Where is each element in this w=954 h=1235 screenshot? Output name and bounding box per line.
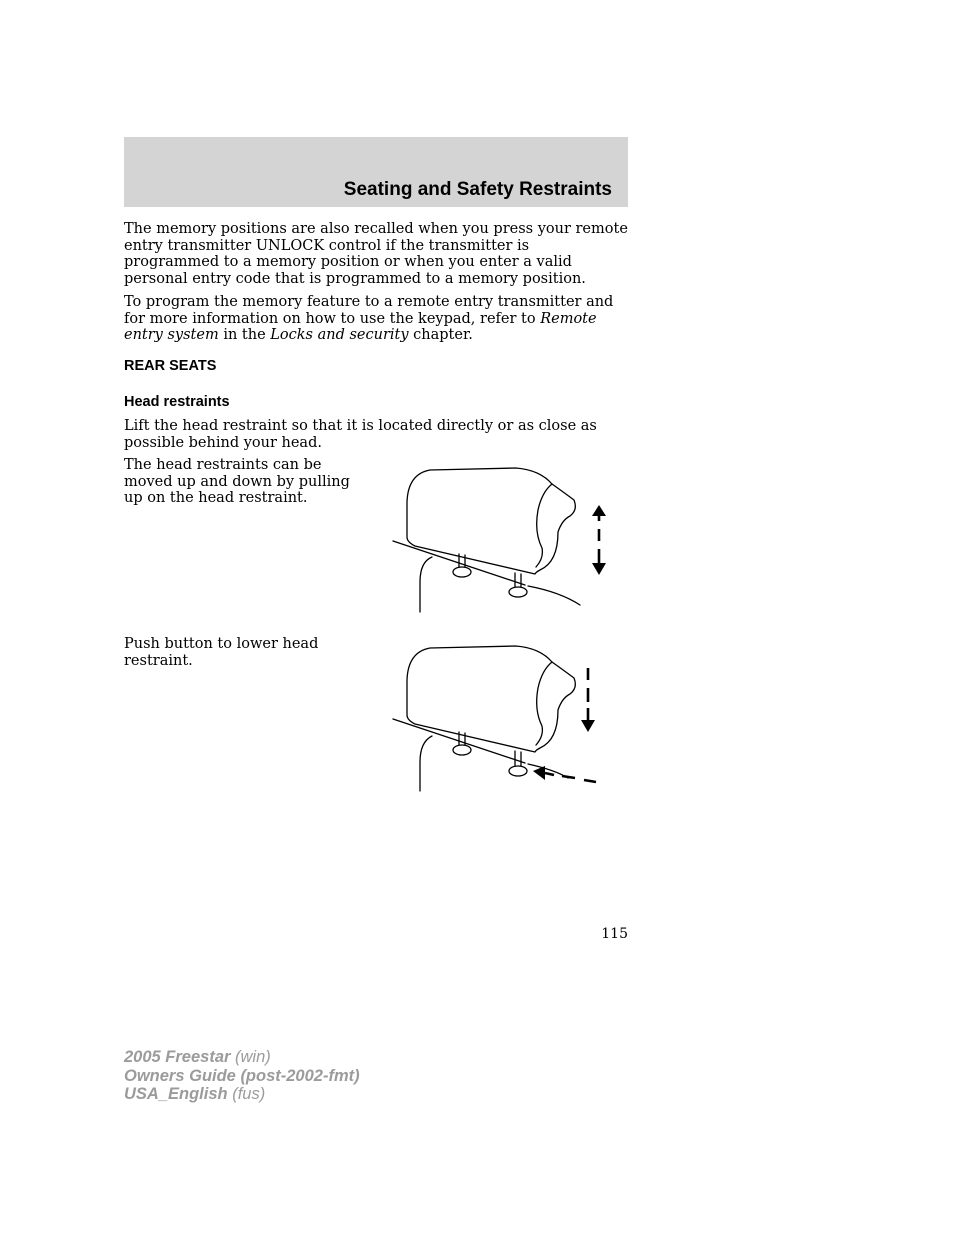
paragraph-memory-recall: The memory positions are also recalled when you press your remote entry transmitter UNLOCK control if the transmitter is programmed to a memory position or when you enter a valid personal entry code that is programmed to a memory position. [124,221,628,287]
text-segment: To program the memory feature to a remote entry transmitter and for more information on how to use the keypad, refer to [124,294,614,327]
footer-model-code: (win) [230,1048,271,1066]
footer-line-language [124,1085,360,1104]
document-footer [124,1048,360,1104]
reference-remote-entry: Remote entry system [124,310,597,343]
footer-language-code: (fus) [227,1085,266,1103]
head-restraint-adjust-illustration [390,462,620,617]
footer-language: USA_English [124,1085,228,1103]
head-restraint-lower-illustration [390,642,620,794]
reference-locks-security: Locks and security [270,327,409,343]
text-segment: chapter. [408,327,473,343]
paragraph-push-button: Push button to lower head restraint. [124,636,319,669]
footer-model: 2005 Freestar [124,1048,231,1066]
paragraph-program-memory [124,294,628,344]
footer-line-model [124,1048,360,1067]
paragraph-lift-restraint: Lift the head restraint so that it is located directly or as close as possible behind your head. [124,418,597,451]
chapter-header-band [124,137,628,207]
paragraph-move-restraint: The head restraints can be moved up and down by pulling up on the head restraint. [124,457,350,506]
subheading-head-restraints: Head restraints [124,394,230,410]
footer-line-guide [124,1067,360,1086]
chapter-title: Seating and Safety Restraints [343,179,612,200]
footer-guide: Owners Guide (post-2002-fmt) [124,1066,360,1085]
text-segment: in the [218,327,271,343]
page-number: 115 [601,926,628,942]
section-heading-rear-seats: REAR SEATS [124,358,217,374]
